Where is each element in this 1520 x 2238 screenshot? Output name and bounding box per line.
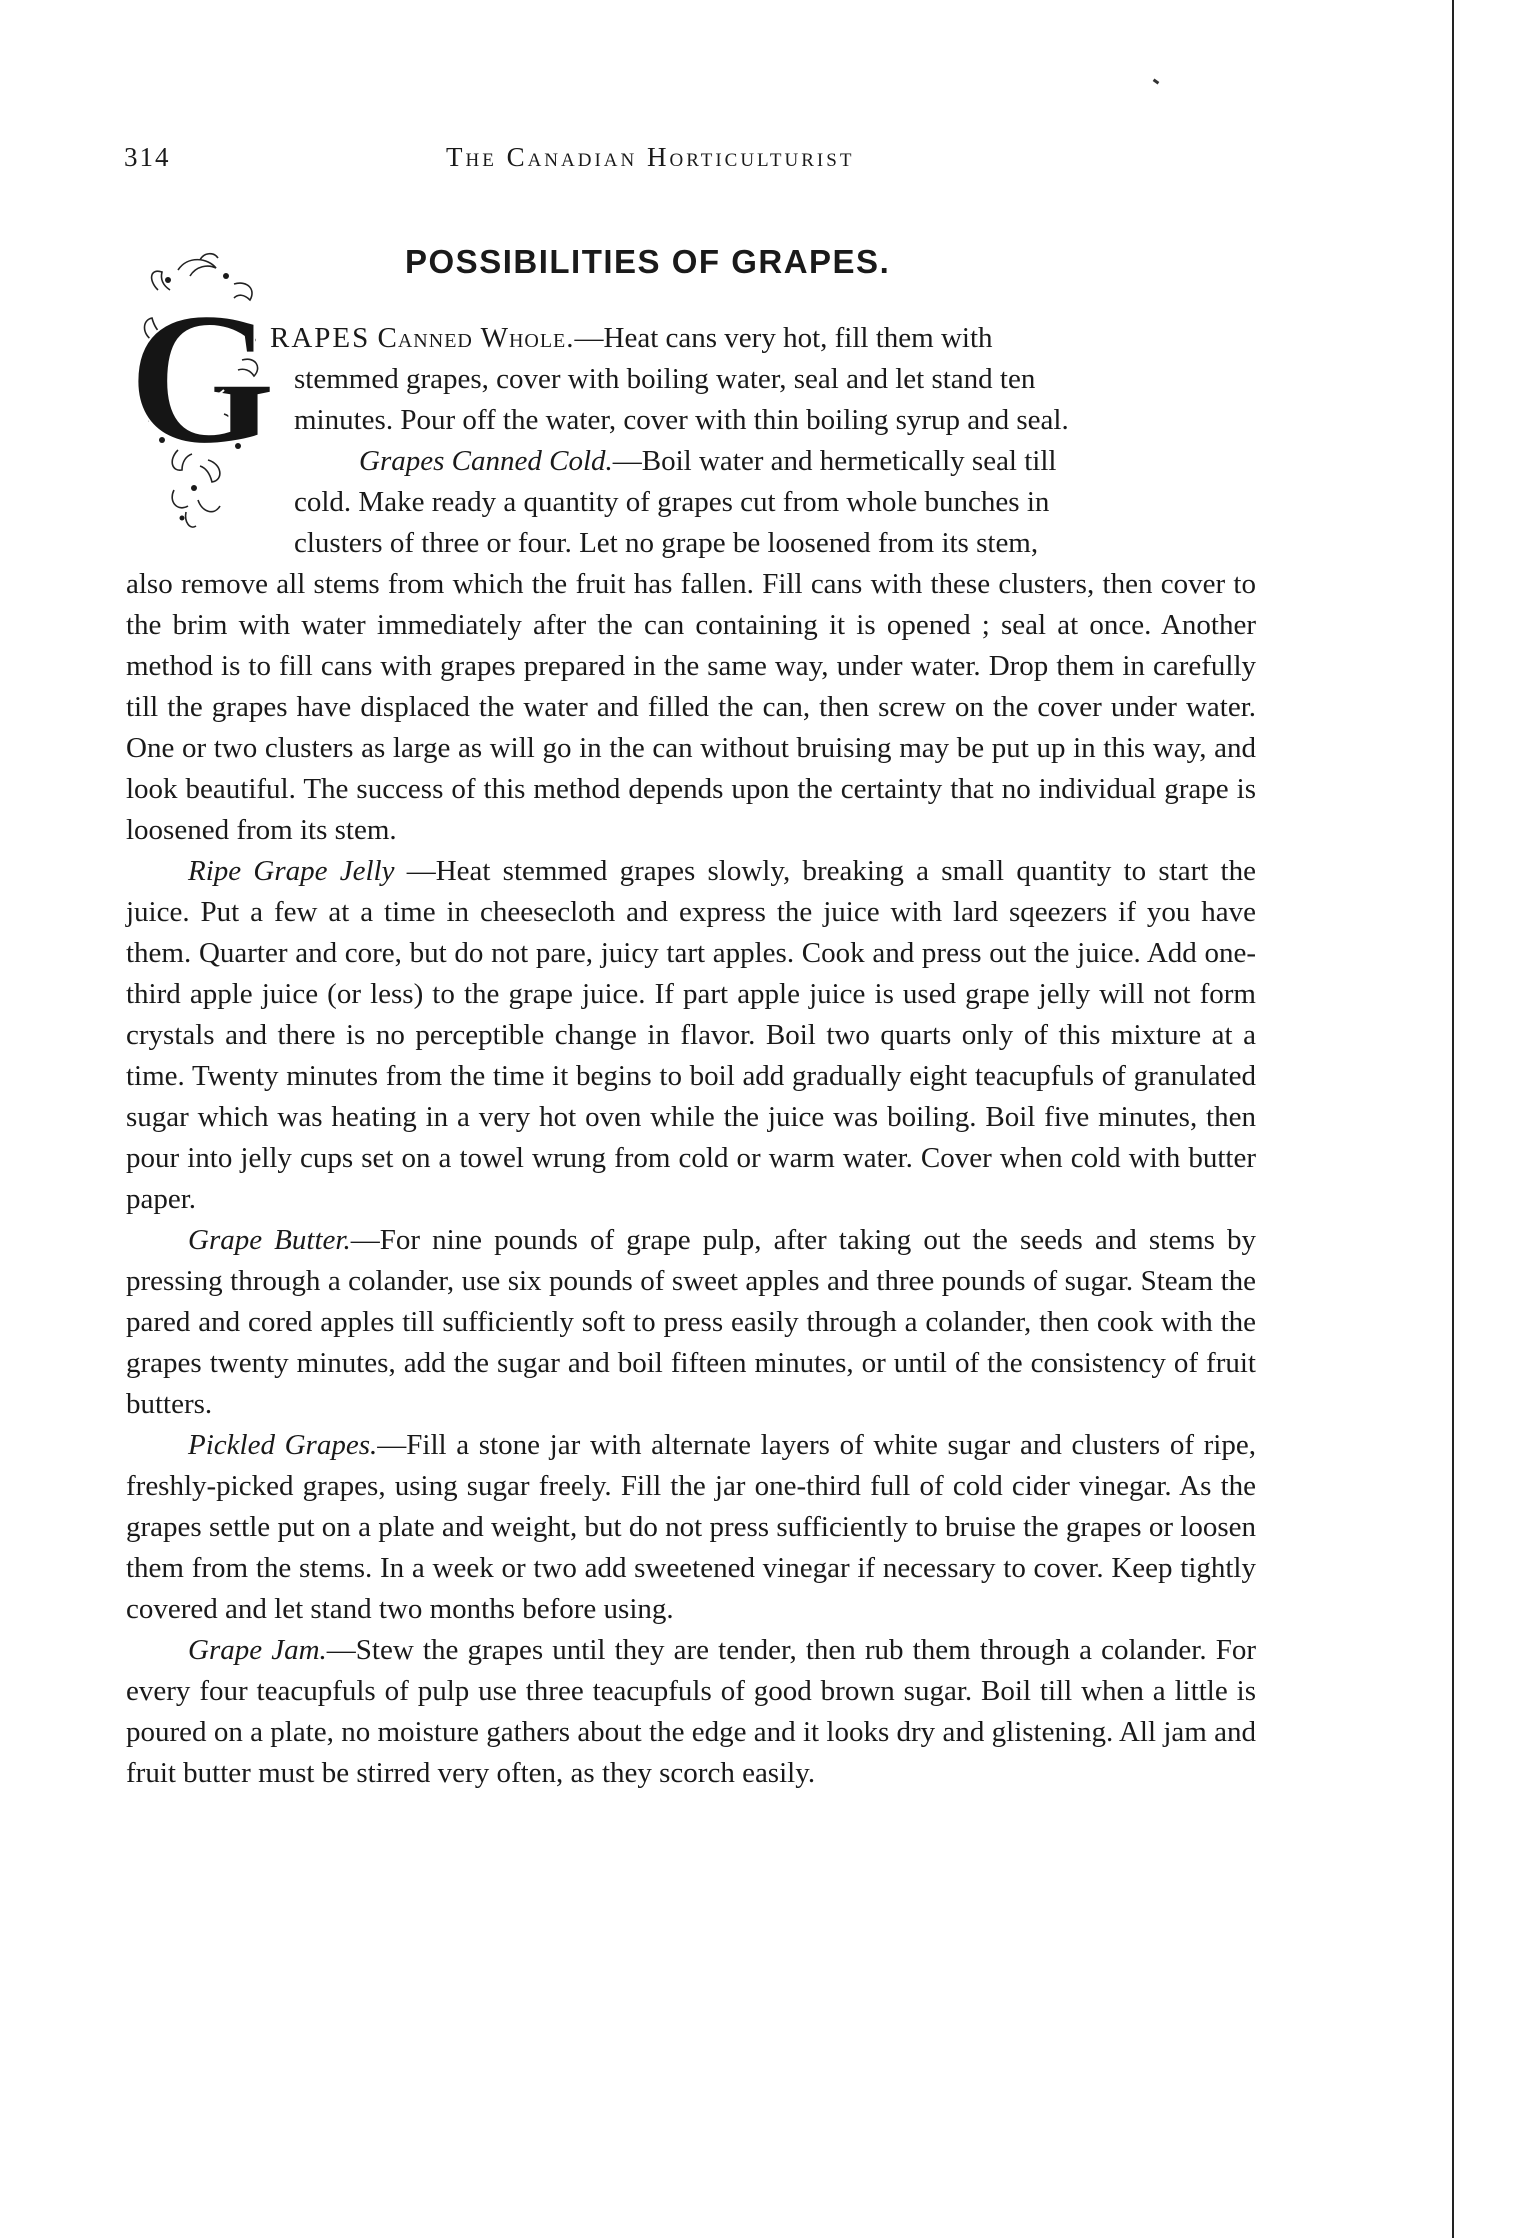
page-number: 314 <box>124 142 171 172</box>
canned-cold-body: also remove all stems from which the fruit has fallen. Fill cans with these clusters, then cover to the brim with water immediately after the can containing it is opened ; seal at once. Another method is to fill cans with grapes prepared in the same way, under water. Drop them in carefully till the grapes have displaced the water and filled the can, then screw on the cover under water. One or two clusters as large as will go in the can without bruising may be put up in this way, and look beautiful. The success of this method depends upon the certainty that no individual grape is loosened from its stem. <box>126 568 1256 846</box>
dropcap-rest-of-word: RAPES <box>270 322 371 354</box>
initial-letter: G <box>128 274 276 484</box>
first-line-rest: —Heat cans very hot, fill them with <box>574 322 993 354</box>
section-lead-pickled-grapes: Pickled Grapes. <box>188 1429 378 1461</box>
grape-jam-body: —Stew the grapes until they are tender, then rub them through a colander. For every four teacupfuls of pulp use three teacupfuls of good brown sugar. Boil till when a little is poured on a plate, no moisture gathers about the edge and it looks dry and glistening. All jam and fruit butter must be stirred very often, as they scorch easily. <box>126 1634 1256 1789</box>
journal-title: The Canadian Horticulturist <box>446 142 855 172</box>
canned-cold-line-1-text: —Boil water and hermetically seal till <box>612 445 1057 477</box>
paragraph-grape-jam <box>126 1630 1256 1794</box>
canned-cold-line-2: cold. Make ready a quantity of grapes cut from whole bunches in <box>294 486 1050 518</box>
scan-speck <box>1153 79 1160 85</box>
section-lead-grape-jam: Grape Jam. <box>188 1634 327 1666</box>
first-para-line-2: stemmed grapes, cover with boiling water, seal and let stand ten <box>294 363 1036 395</box>
paragraph-grape-butter <box>126 1220 1256 1425</box>
section-lead-grape-butter: Grape Butter. <box>188 1224 351 1256</box>
pickled-grapes-body: —Fill a stone jar with alternate layers of white sugar and clusters of ripe, freshly-picked grapes, using sugar freely. Fill the jar one-third full of cold cider vinegar. As the grapes settle put on a plate and weight, but do not press sufficiently to bruise the grapes or loosen them from the stems. In a week or two add sweetened vinegar if necessary to cover. Keep tightly covered and let stand two months before using. <box>126 1429 1256 1625</box>
paragraph-canned-cold <box>126 441 1256 851</box>
article-title: POSSIBILITIES OF GRAPES. <box>405 243 891 280</box>
section-lead-canned-whole: Canned Whole. <box>377 322 575 354</box>
section-lead-ripe-grape-jelly: Ripe Grape Jelly <box>188 855 395 887</box>
ripe-grape-jelly-body: —Heat stemmed grapes slowly, breaking a small quantity to start the juice. Put a few at a time in cheesecloth and express the juice with lard sqeezers if you have them. Quarter and core, but do not pare, juicy tart apples. Cook and press out the juice. Add one-third apple juice (or less) to the grape juice. If part apple juice is used grape jelly will not form crystals and there is no perceptible change in flavor. Boil two quarts only of this mixture at a time. Twenty minutes from the time it begins to boil add gradually eight teacupfuls of granulated sugar which was heating in a very hot oven while the juice was boiling. Boil five minutes, then pour into jelly cups set on a towel wrung from cold or warm water. Cover when cold with butter paper. <box>126 855 1256 1215</box>
canned-cold-line-1 <box>294 441 1256 482</box>
page-edge-line <box>1452 0 1454 2238</box>
canned-cold-line-3: clusters of three or four. Let no grape be loosened from its stem, <box>294 527 1039 559</box>
paragraph-canned-whole <box>126 318 1256 441</box>
first-line <box>270 318 1256 359</box>
first-para-line-3: minutes. Pour off the water, cover with thin boiling syrup and seal. <box>294 404 1069 436</box>
paragraph-ripe-grape-jelly <box>126 851 1256 1220</box>
grape-butter-body: —For nine pounds of grape pulp, after taking out the seeds and stems by pressing through a colander, use six pounds of sweet apples and three pounds of sugar. Steam the pared and cored apples till sufficiently soft to press easily through a colander, then cook with the grapes twenty minutes, add the sugar and boil fifteen minutes, or until of the consistency of fruit butters. <box>126 1224 1257 1420</box>
running-head <box>124 142 954 182</box>
paragraph-pickled-grapes <box>126 1425 1256 1630</box>
article-body <box>126 318 1256 1794</box>
section-lead-canned-cold: Grapes Canned Cold. <box>359 445 613 477</box>
